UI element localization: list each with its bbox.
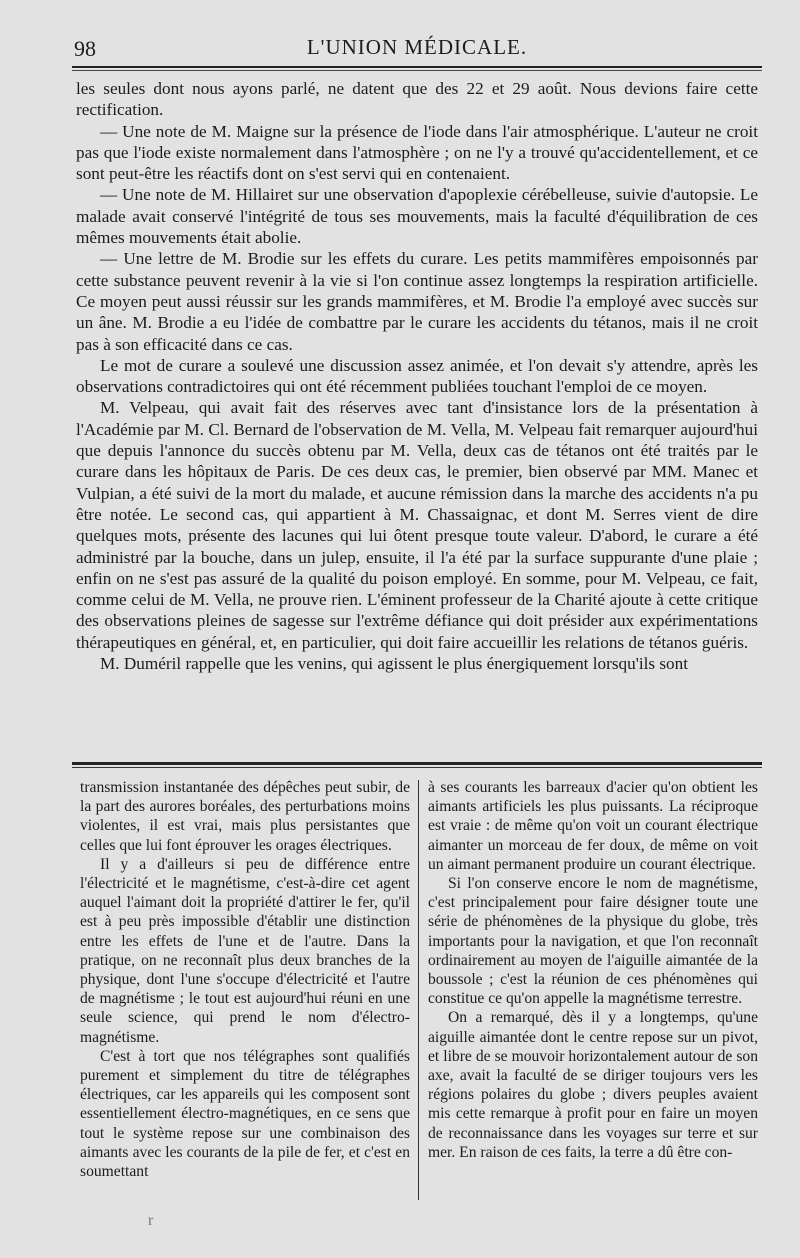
paragraph: — Une lettre de M. Brodie sur les effets du curare. Les petits mammifères empoisonnés par cette substance peuvent revenir à la vie si l'on continue assez longtemps la respiration artificielle. Ce moyen peut aussi réussir sur les grands mammifères, et M. Brodie l'a employé avec succès sur un âne. M. Brodie a eu l'idée de combattre par le curare les accidents du tétanos, mais il ne croit pas à son efficacité dans ce cas.: [76, 249, 758, 354]
header-rule-thin: [72, 70, 762, 71]
paragraph: — Une note de M. Hillairet sur une observation d'apoplexie cérébelleuse, suivie d'autopsie. Le malade avait conservé l'intégrité de tous ses mouvements, mais la faculté d'équilibration de ces mêmes mouvements était abolie.: [76, 185, 758, 248]
footer-mark: r: [148, 1212, 154, 1229]
header-rule: [72, 66, 762, 68]
paragraph: — Une note de M. Maigne sur la présence de l'iode dans l'air atmosphérique. L'auteur ne croit pas que l'iode existe normalement dans l'atmosphère ; on ne l'y a trouvé qu'accidentellement, et ce sont peut-être les réactifs dont on s'est servi qui en contenaient.: [76, 121, 758, 184]
paragraph: M. Duméril rappelle que les venins, qui agissent le plus énergiquement lorsqu'ils sont: [100, 654, 689, 674]
running-title: L'UNION MÉDICALE.: [306, 35, 528, 59]
page-number: 98: [74, 36, 96, 61]
feuilleton-left-column: [80, 778, 410, 1181]
paragraph: On a remarqué, dès il y a longtemps, qu'une aiguille aimantée dont le centre repose sur un pivot, et libre de se mouvoir horizontalement autour de son axe, avait la faculté de se diriger toujours vers les régions polaires du globe ; divers peuples avaient mis cette remarque à profit pour en faire un moyen de reconnaissance dans les voyages sur terre et sur mer. En raison de ces faits, la terre a dû être con-: [428, 1009, 758, 1161]
paragraph: Si l'on conserve encore le nom de magnétisme, c'est principalement pour faire désigner toute une série de phénomènes de la physique du globe, très importants pour la navigation, et que l'on reconnaît ordinairement au moyen de l'aiguille aimantée de la boussole ; c'est la réunion de ces phénomènes qui constitue ce qu'on appelle la magnétisme terrestre.: [428, 875, 758, 1008]
paragraph: à ses courants les barreaux d'acier qu'on obtient les aimants artificiels les plus puissants. La réciproque est vraie : de même qu'on voit un courant électrique aimanter un morceau de fer doux, de même on voit un aimant permanent produire un courant électrique.: [428, 779, 758, 873]
paragraph: transmission instantanée des dépêches peut subir, de la part des aurores boréales, des perturbations moins violentes, il est vrai, mais plus persistantes que celles que lui font éprouver les orages électriques.: [80, 779, 410, 854]
paragraph: Il y a d'ailleurs si peu de différence entre l'électricité et le magnétisme, c'est-à-dire cet agent auquel l'aimant doit la propriété d'attirer le fer, qu'il est à peu près impossible d'établir une distinction entre les effets de l'une et de l'autre. Dans la pratique, on ne reconnaît plus deux branches de la physique, dont l'une s'occupe d'électricité et l'autre de magnétisme ; le tout est aujourd'hui réuni en une seule science, qui prend le nom d'électro-magnétisme.: [80, 855, 410, 1046]
column-rule: [418, 780, 419, 1200]
paragraph: M. Velpeau, qui avait fait des réserves avec tant d'insistance lors de la présentation à l'Académie par M. Cl. Bernard de l'observation de M. Vella, M. Velpeau fait remarquer aujourd'hui que depuis l'annonce du succès obtenu par M. Vella, deux cas de tétanos ont été traités par le curare dans les hôpitaux de Paris. De ces deux cas, le premier, bien observé par MM. Manec et Vulpian, a été suivi de la mort du malade, et aucune rémission dans la marche des accidents n'a pu être notée. Le second cas, qui appartient à M. Chassaignac, et dont M. Serres vient de dire quelques mots, présente des lacunes qui lui ôtent presque toute valeur. D'abord, le curare a été administré par la bouche, dans un julep, ensuite, il l'a été par la surface suppurante d'une plaie ; enfin on ne s'est pas assuré de la qualité du poison employé. En somme, pour M. Velpeau, ce fait, comme celui de M. Vella, ne prouve rien. L'éminent professeur de la Charité ajoute à cette critique des observations pleines de sagesse sur l'extrême défiance qui doit présider aux expérimentations thérapeutiques en général, et, en particulier, qui doit faire accueillir les relations de tétanos guéris.: [76, 398, 758, 652]
main-article: [76, 78, 758, 674]
feuilleton-right-column: [428, 778, 758, 1162]
paragraph: C'est à tort que nos télégraphes sont qualifiés purement et simplement du titre de télégraphes électriques, car les appareils qui les composent sont essentiellement électro-magnétiques, en ce sens que tout le système repose sur une combinaison des aimants avec les courants de la pile de fer, et c'est en soumettant: [80, 1047, 410, 1181]
page-header: [72, 32, 762, 62]
feuilleton-divider: [72, 762, 762, 765]
paragraph: les seules dont nous ayons parlé, ne datent que des 22 et 29 août. Nous devions faire cette rectification.: [76, 79, 758, 120]
paragraph: Le mot de curare a soulevé une discussion assez animée, et l'on devait s'y attendre, après les observations contradictoires qui ont été récemment publiées touchant l'emploi de ce moyen.: [76, 355, 758, 397]
feuilleton-divider-thin: [72, 767, 762, 768]
